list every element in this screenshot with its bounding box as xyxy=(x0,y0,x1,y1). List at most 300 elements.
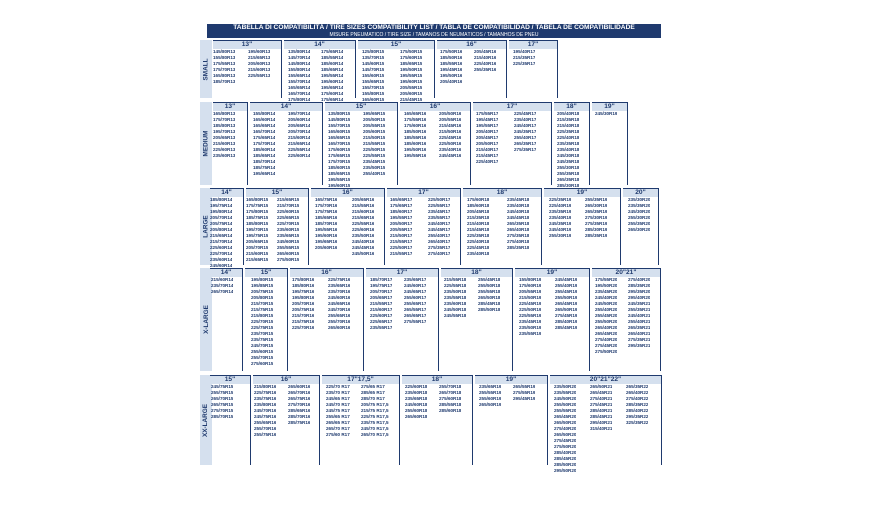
tire-size: 195/55R15 xyxy=(328,177,351,182)
tire-size: 225/45R16 xyxy=(439,135,462,140)
tire-size: 215/65R14 xyxy=(210,233,233,238)
rim-size-header: 16" xyxy=(400,102,470,111)
tire-size: 145/80R14 xyxy=(288,61,311,66)
group-divider xyxy=(287,268,288,371)
tire-size: 245/40R21 xyxy=(628,313,651,318)
tire-size-column xyxy=(277,197,299,263)
tire-size: 265/45R21 xyxy=(590,390,613,395)
tire-size: 205/60R15 xyxy=(363,129,386,134)
tire-size: 235/75R16 xyxy=(254,396,277,401)
tire-size: 265/45R19 xyxy=(555,301,578,306)
tire-size: 215/65R15 xyxy=(277,197,300,202)
tire-size: 245/60R18 xyxy=(405,402,428,407)
tire-size: 235/70R16 xyxy=(328,289,351,294)
tire-size: 215/65R15 xyxy=(246,257,269,262)
tire-size: 255/55R18 xyxy=(478,289,501,294)
tire-size-column xyxy=(554,384,576,474)
tire-size: 215/75R16 xyxy=(292,319,315,324)
tire-size-column xyxy=(404,277,426,325)
group-divider xyxy=(472,375,473,465)
tire-size: 185/55R16 xyxy=(440,61,463,66)
tire-size: 165/60R15 xyxy=(328,129,351,134)
tire-size: 265/35R21 xyxy=(628,325,651,330)
tire-size: 255/45R18 xyxy=(478,277,501,282)
tire-size: 225/50R15 xyxy=(363,147,386,152)
tire-size: 275/45R19 xyxy=(555,313,578,318)
tire-size: 235/65R18 xyxy=(405,396,428,401)
tire-size: 185/65R14 xyxy=(253,153,276,158)
tire-size: 195/50R15 xyxy=(400,67,423,72)
tire-size: 275/70R16 xyxy=(288,402,311,407)
tire-size: 195/80R16 xyxy=(292,295,315,300)
tire-size: 215/60R13 xyxy=(248,67,271,72)
tire-size: 205/80R15 xyxy=(251,295,274,300)
tire-size: 175/65R14 xyxy=(321,97,344,102)
tire-size: 265/30R19 xyxy=(585,203,608,208)
tire-size: 215/60R16 xyxy=(352,209,375,214)
tire-size: 255/35R21 xyxy=(628,307,651,312)
tire-size: 175/60R15 xyxy=(328,147,351,152)
tire-size: 205/40R16 xyxy=(440,79,463,84)
tire-size: 285/40R20 xyxy=(554,450,577,455)
tire-size: 255/40R17 xyxy=(428,233,451,238)
tire-size: 235/65R15 xyxy=(277,233,300,238)
tire-size: 165/65R14 xyxy=(253,123,276,128)
tire-size: 185/55R14 xyxy=(321,55,344,60)
group-divider xyxy=(460,188,461,265)
group-divider xyxy=(397,102,398,185)
tire-size: 225/60R14 xyxy=(288,153,311,158)
tire-size-column xyxy=(513,49,535,67)
tire-size: 295/45R19 xyxy=(513,396,536,401)
tire-size: 235/60R13 xyxy=(213,153,236,158)
tire-size: 185/70R17 xyxy=(370,277,393,282)
tire-size: 195/40R17 xyxy=(513,49,536,54)
tire-size: 215/75 R17,5 xyxy=(361,408,389,413)
tire-size: 285/45R19 xyxy=(555,325,578,330)
group-divider xyxy=(399,375,400,465)
tire-size: 225/55R18 xyxy=(444,283,467,288)
group-divider xyxy=(658,188,659,265)
tire-size-column xyxy=(467,197,489,257)
tire-size: 245/45R19 xyxy=(555,277,578,282)
tire-size: 165/60R14 xyxy=(253,117,276,122)
tire-size: 225/70R15 xyxy=(277,221,300,226)
tire-size: 225/55R19 xyxy=(519,313,542,318)
tire-size-column xyxy=(288,384,310,426)
tire-size: 245/70 R17 xyxy=(326,402,350,407)
tire-size: 235/55R17 xyxy=(428,215,451,220)
tire-size: 205/65R16 xyxy=(352,197,375,202)
tire-size: 225/35R17 xyxy=(513,61,536,66)
rim-size-header: 17" xyxy=(387,188,460,197)
tire-size: 255/75R15 xyxy=(211,390,234,395)
tire-size: 215/60R14 xyxy=(211,277,234,282)
tire-size: 285/75R16 xyxy=(288,420,311,425)
tire-size: 225/40R17 xyxy=(476,159,499,164)
tire-size: 255/35R18 xyxy=(557,171,580,176)
tire-size: 195/60R13 xyxy=(248,49,271,54)
tire-size: 275/65 R17 xyxy=(361,384,385,389)
tire-size: 255/40R19 xyxy=(555,283,578,288)
rim-size-header: 16" xyxy=(253,375,319,384)
tire-size-column xyxy=(326,384,350,438)
tire-size: 275/50R20 xyxy=(595,349,618,354)
tire-size-column xyxy=(439,384,461,414)
tire-size: 195/55R16 xyxy=(404,153,427,158)
tire-size: 255/50R19 xyxy=(555,295,578,300)
tire-size: 225/55R14 xyxy=(288,147,311,152)
tire-size: 245/35R17 xyxy=(514,129,537,134)
tire-size: 185/60R16 xyxy=(404,141,427,146)
tire-size: 235/60R14 xyxy=(210,257,233,262)
tire-size: 265/45R20 xyxy=(554,414,577,419)
tire-size: 195/65R14 xyxy=(253,171,276,176)
tire-size: 295/40R21 xyxy=(590,420,613,425)
tire-size: 175/70R16 xyxy=(315,203,338,208)
tire-size: 195/60R15 xyxy=(328,183,351,188)
tire-size: 265/50R20 xyxy=(554,420,577,425)
tire-size: 225/60R18 xyxy=(405,384,428,389)
tire-size: 275/60 R17 xyxy=(326,432,350,437)
tire-size: 255/60R19 xyxy=(479,396,502,401)
tire-size: 235/35R18 xyxy=(557,141,580,146)
tire-size: 185/55R16 xyxy=(404,135,427,140)
tire-size: 245/75R16 xyxy=(254,414,277,419)
tire-size: 155/70R15 xyxy=(328,123,351,128)
tire-size: 245/50R16 xyxy=(352,251,375,256)
tire-size: 255/65R16 xyxy=(328,313,351,318)
tire-size: 285/35R18 xyxy=(507,245,530,250)
group-divider xyxy=(661,375,662,465)
tire-size: 255/70R16 xyxy=(254,426,277,431)
group-divider xyxy=(512,268,513,371)
tire-size: 225/50R19 xyxy=(519,307,542,312)
group-divider xyxy=(322,102,323,185)
tire-size: 225/70R15 xyxy=(251,319,274,324)
tire-size: 235/60R18 xyxy=(405,390,428,395)
tire-size: 195/85R15 xyxy=(251,283,274,288)
tire-size: 255/45R19 xyxy=(555,289,578,294)
tire-size: 195/70R15 xyxy=(246,227,269,232)
tire-size: 135/80R14 xyxy=(288,49,311,54)
tire-size: 235/55R17 xyxy=(370,325,393,330)
tire-size-column xyxy=(321,49,343,103)
group-divider xyxy=(557,40,558,98)
tire-size: 275/35R19 xyxy=(585,221,608,226)
tire-size: 175/50R16 xyxy=(440,49,463,54)
tire-size: 175/65R17 xyxy=(390,203,413,208)
tire-size: 245/40R16 xyxy=(352,239,375,244)
tire-size: 245/60R15 xyxy=(277,239,300,244)
tire-size: 235/45R20 xyxy=(595,289,618,294)
tire-size-column xyxy=(248,49,270,79)
tire-size: 265/50R21 xyxy=(590,384,613,389)
tire-size: 185/70R16 xyxy=(315,221,338,226)
tire-size: 255/60R17 xyxy=(404,295,427,300)
tire-size-column xyxy=(549,197,571,239)
tire-size: 185/80R16 xyxy=(292,283,315,288)
tire-size: 245/70R15 xyxy=(251,343,274,348)
tire-size: 175/60R14 xyxy=(321,91,344,96)
tire-size: 215/65R14 xyxy=(288,141,311,146)
tire-size: 285/40R22 xyxy=(626,408,649,413)
tire-size: 245/35R21 xyxy=(628,301,651,306)
tire-size: 265/65R17 xyxy=(404,313,427,318)
tire-size: 205/45R17 xyxy=(476,135,499,140)
tire-size: 245/70 R17,5 xyxy=(361,426,389,431)
tire-size: 205/40R17 xyxy=(476,129,499,134)
tire-size: 235/30R20 xyxy=(628,197,651,202)
tire-size: 275/45R20 xyxy=(595,343,618,348)
tire-size: 255/50R20 xyxy=(554,402,577,407)
tire-size: 245/60R14 xyxy=(210,263,233,268)
tire-size-column xyxy=(628,197,650,233)
rim-size-header: 17" xyxy=(366,268,438,277)
tire-size: 235/45R18 xyxy=(507,197,530,202)
tire-size: 245/45R18 xyxy=(507,215,530,220)
tire-size: 265/70R15 xyxy=(211,396,234,401)
tire-size: 225/50R17 xyxy=(390,245,413,250)
tire-size: 145/70R14 xyxy=(288,55,311,60)
tire-size: 215/55R15 xyxy=(363,141,386,146)
tire-size: 205/55R17 xyxy=(390,227,413,232)
tire-size: 285/40R21 xyxy=(590,408,613,413)
tire-size: 265/35R22 xyxy=(626,384,649,389)
tire-size: 175/55R13 xyxy=(213,61,236,66)
tire-size-column xyxy=(211,384,233,420)
tire-size: 275/70R15 xyxy=(211,408,234,413)
tire-size: 265/55R19 xyxy=(513,384,536,389)
tire-size: 285/45R21 xyxy=(590,414,613,419)
tire-size: 265/75R16 xyxy=(288,396,311,401)
tire-size: 155/80R19 xyxy=(519,277,542,282)
tire-size: 205/50R16 xyxy=(439,111,462,116)
tire-size: 205/55R15 xyxy=(400,85,423,90)
tire-size: 275/45R21 xyxy=(590,402,613,407)
tire-size: 215/70R16 xyxy=(292,313,315,318)
tire-size: 185/50R16 xyxy=(440,55,463,60)
tire-size: 225/70 R17 xyxy=(326,384,350,389)
tire-size: 205/55R19 xyxy=(519,289,542,294)
tire-size: 225/35R19 xyxy=(549,197,572,202)
tire-size: 215/65R16 xyxy=(352,215,375,220)
tire-size: 215/35R18 xyxy=(467,215,490,220)
tire-size: 215/80R15 xyxy=(251,313,274,318)
tire-size: 175/80R16 xyxy=(292,277,315,282)
tire-size: 245/55R18 xyxy=(444,313,467,318)
tire-size-column xyxy=(213,111,235,159)
tire-size: 195/50R20 xyxy=(595,283,618,288)
tire-size: 155/70R15 xyxy=(362,85,385,90)
tire-size: 265/75R15 xyxy=(211,402,234,407)
tire-size: 285/50R18 xyxy=(478,307,501,312)
tire-size: 215/55R18 xyxy=(444,277,467,282)
group-divider xyxy=(589,102,590,185)
tire-size: 235/80R16 xyxy=(254,402,277,407)
tire-size: 285/65 R17 xyxy=(361,390,385,395)
tire-size: 235/40R18 xyxy=(507,203,530,208)
rim-size-header: 13" xyxy=(213,102,247,111)
tire-size: 195/70R13 xyxy=(213,129,236,134)
tire-size: 275/40R17 xyxy=(428,251,451,256)
rim-size-header: 14" xyxy=(284,40,355,49)
tire-size-column xyxy=(474,49,496,73)
rim-size-header: 20"21" xyxy=(592,268,660,277)
rim-size-header: 16" xyxy=(290,268,363,277)
tire-size: 285/55R18 xyxy=(439,402,462,407)
tire-size: 265/70R18 xyxy=(439,390,462,395)
tire-size: 265/35R18 xyxy=(507,221,530,226)
band-label-text: LARGE xyxy=(202,215,210,238)
rim-size-header: 18" xyxy=(402,375,472,384)
tire-size: 255/70R15 xyxy=(251,355,274,360)
tire-size: 315/40R21 xyxy=(590,426,613,431)
tire-size: 225/45R17 xyxy=(514,111,537,116)
tire-size: 265/35R18 xyxy=(557,177,580,182)
tire-size-column xyxy=(585,197,607,239)
tire-size: 255/35R19 xyxy=(585,197,608,202)
tire-size: 205/65R15 xyxy=(246,239,269,244)
rim-size-header: 14" xyxy=(210,268,242,277)
tire-size: 265/40R20 xyxy=(595,325,618,330)
tire-size-column xyxy=(363,111,385,177)
tire-size: 195/80R14 xyxy=(210,209,233,214)
tire-size: 125/80R15 xyxy=(362,49,385,54)
tire-size: 245/35R19 xyxy=(549,221,572,226)
tire-size-column xyxy=(555,277,577,331)
tire-size: 255/65R16 xyxy=(254,420,277,425)
group-divider xyxy=(589,268,590,371)
tire-size: 215/35R18 xyxy=(557,117,580,122)
tire-size: 245/45R16 xyxy=(439,153,462,158)
tire-size: 265/40R18 xyxy=(507,227,530,232)
tire-size: 205/80R14 xyxy=(210,227,233,232)
rim-size-header: 15" xyxy=(245,268,287,277)
tire-size: 215/60R17 xyxy=(370,307,393,312)
tire-size-column xyxy=(315,197,337,251)
tire-size: 165/65R16 xyxy=(404,111,427,116)
tire-size: 215/50R16 xyxy=(439,129,462,134)
tire-size-column xyxy=(628,277,650,349)
band-label xyxy=(200,102,212,185)
group-divider xyxy=(541,188,542,265)
tire-size: 215/40R18 xyxy=(557,123,580,128)
tire-size: 205/60R15 xyxy=(400,91,423,96)
tire-size: 275/35R21 xyxy=(628,337,651,342)
tire-size: 175/55R20 xyxy=(595,277,618,282)
tire-size: 195/45R17 xyxy=(476,117,499,122)
tire-size-column xyxy=(370,277,392,331)
tire-size: 145/80R13 xyxy=(213,49,236,54)
tire-size: 215/45R16 xyxy=(439,123,462,128)
tire-size: 195/55R14 xyxy=(321,73,344,78)
tire-size: 235/55R19 xyxy=(519,331,542,336)
tire-size: 265/55R17 xyxy=(404,307,427,312)
tire-size-column xyxy=(626,384,648,426)
tire-size-column xyxy=(439,111,461,159)
tire-size: 225/75R15 xyxy=(251,325,274,330)
tire-size: 175/60R18 xyxy=(467,197,490,202)
tire-size: 285/70R16 xyxy=(288,414,311,419)
tire-size: 175/70R13 xyxy=(213,67,236,72)
rim-size-header: 18" xyxy=(554,102,589,111)
tire-size-column xyxy=(405,384,427,420)
tire-size: 235/65R19 xyxy=(479,384,502,389)
tire-size: 275/60R15 xyxy=(251,361,274,366)
tire-size: 215/60R14 xyxy=(288,135,311,140)
tire-size: 255/30R19 xyxy=(549,233,572,238)
rim-size-header: 20"21"22" xyxy=(550,375,661,384)
group-divider xyxy=(247,102,248,185)
tire-size: 225/65R15 xyxy=(277,215,300,220)
tire-size: 245/40R18 xyxy=(507,209,530,214)
tire-size-column xyxy=(444,277,466,319)
tire-size: 235/75R15 xyxy=(251,337,274,342)
tire-size: 255/60R18 xyxy=(405,408,428,413)
tire-size: 265/40R17 xyxy=(428,239,451,244)
tire-size: 245/30R20 xyxy=(628,209,651,214)
tire-size: 205/60R13 xyxy=(248,61,271,66)
tire-size: 185/50R16 xyxy=(404,129,427,134)
tire-size: 215/75R15 xyxy=(251,307,274,312)
group-divider xyxy=(355,40,356,98)
tire-size: 205/70R14 xyxy=(288,129,311,134)
tire-size: 275/55R17 xyxy=(404,319,427,324)
tire-size: 165/65R15 xyxy=(328,135,351,140)
tire-size: 285/30R19 xyxy=(585,227,608,232)
tire-size: 235/50R19 xyxy=(519,325,542,330)
rim-size-header: 15" xyxy=(210,375,250,384)
tire-size: 155/65R14 xyxy=(288,73,311,78)
tire-size: 285/60R18 xyxy=(439,408,462,413)
tire-size: 195/65R16 xyxy=(315,239,338,244)
tire-size: 235/65R17 xyxy=(404,277,427,282)
tire-size: 225/45R18 xyxy=(467,245,490,250)
tire-size-column xyxy=(211,277,233,295)
tire-size: 155/80R14 xyxy=(288,67,311,72)
tire-size: 235/35R19 xyxy=(549,209,572,214)
tire-size: 255/55R15 xyxy=(277,245,300,250)
tire-size: 255/70R16 xyxy=(328,319,351,324)
tire-size: 185/70R13 xyxy=(213,79,236,84)
tire-size: 215/40R18 xyxy=(467,221,490,226)
tire-size: 265/50R20 xyxy=(554,432,577,437)
tire-size: 245/40R17 xyxy=(428,221,451,226)
group-divider xyxy=(319,375,320,465)
tire-size: 185/80R13 xyxy=(213,123,236,128)
tire-size: 285/45R18 xyxy=(478,301,501,306)
tire-size: 225/60R16 xyxy=(352,227,375,232)
tire-size: 225/40R16 xyxy=(474,61,497,66)
tire-size: 205/50R17 xyxy=(476,141,499,146)
tire-size: 235/70 R17 xyxy=(326,390,350,395)
tire-size: 195/75R16 xyxy=(292,289,315,294)
rim-size-header: 19" xyxy=(592,102,627,111)
tire-size: 255/35R20 xyxy=(628,221,651,226)
tire-size: 265/50R19 xyxy=(479,402,502,407)
tire-size: 275/40R21 xyxy=(590,396,613,401)
tire-size: 275/35R17 xyxy=(514,147,537,152)
tire-size: 245/60R16 xyxy=(328,295,351,300)
tire-size: 165/75R16 xyxy=(315,197,338,202)
tire-size: 185/65R15 xyxy=(328,171,351,176)
tire-size: 225/40R19 xyxy=(549,203,572,208)
tire-size: 155/80R15 xyxy=(362,91,385,96)
tire-size: 195/75R17 xyxy=(370,283,393,288)
tire-size: 265/40R22 xyxy=(626,390,649,395)
tire-size: 245/50R20 xyxy=(595,301,618,306)
